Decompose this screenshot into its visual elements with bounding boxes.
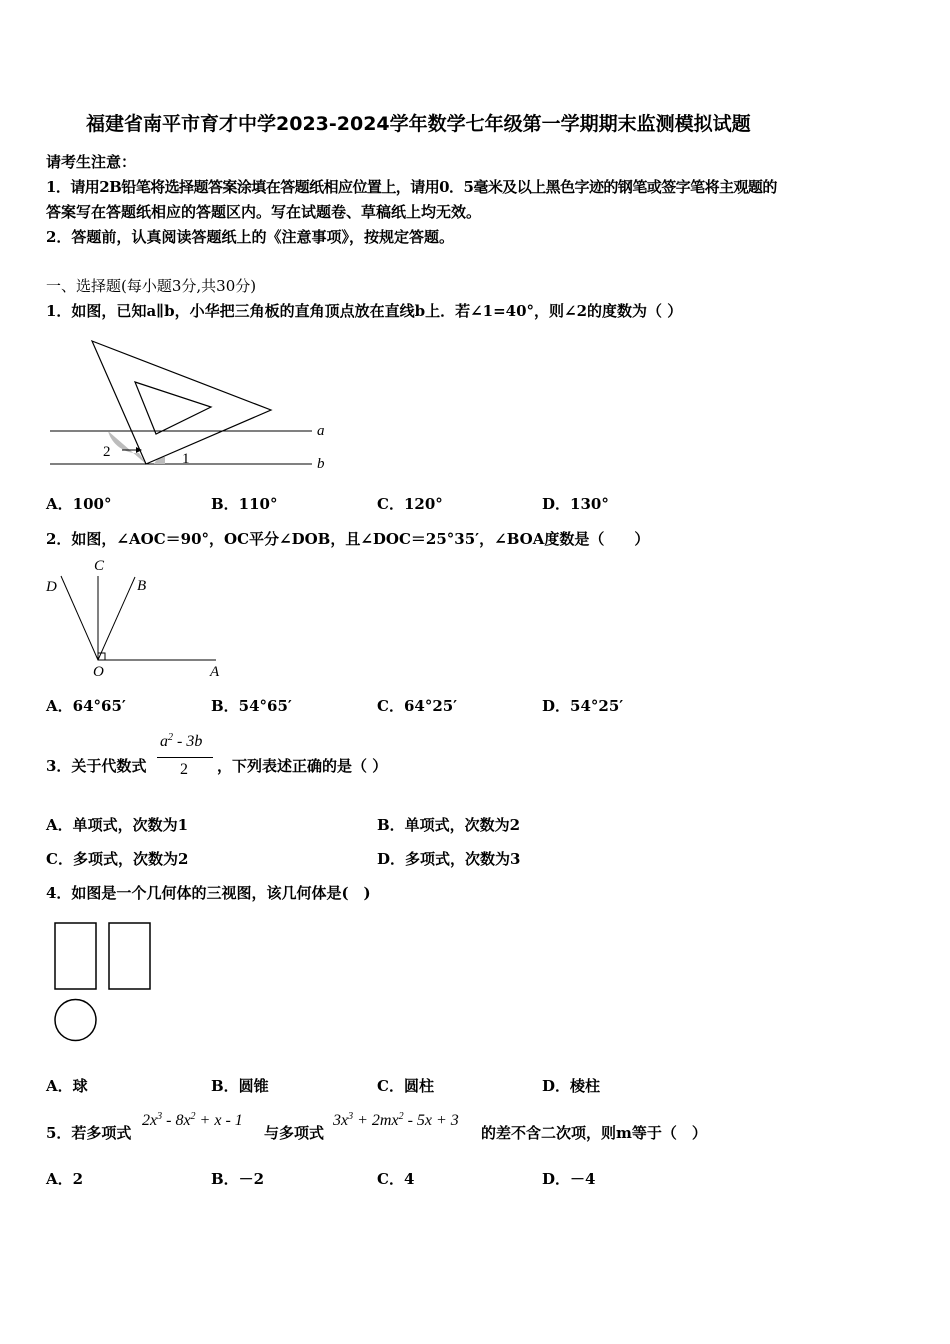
line-b-label: b: [317, 456, 325, 472]
q2-option-c: C．64°25′: [377, 697, 458, 715]
question-5-prefix: 5．若多项式: [46, 1124, 132, 1142]
question-4-stem: 4．如图是一个几何体的三视图，该几何体是( ): [46, 884, 371, 902]
question-2-stem: 2．如图，∠AOC＝90°，OC平分∠DOB，且∠DOC＝25°35′，∠BOA度数是（ ）: [46, 530, 650, 548]
point-O-label: O: [93, 664, 104, 680]
notice-line-3: 2．答题前，认真阅读答题纸上的《注意事项》，按规定答题。: [46, 228, 454, 246]
q1-option-b: B．110°: [211, 495, 278, 513]
q2-option-d: D．54°25′: [542, 697, 624, 715]
q3-fraction-bar: [157, 757, 213, 758]
question-3-prefix: 3．关于代数式: [46, 757, 147, 775]
point-B-label: B: [137, 578, 147, 594]
q5-option-c: C．4: [377, 1170, 415, 1188]
question-1-stem: 1．如图，已知a∥b，小华把三角板的直角顶点放在直线b上．若∠1=40°，则∠2的度数为（ ）: [46, 302, 683, 320]
point-D-label: D: [46, 579, 57, 595]
angle-2-label: 2: [103, 444, 111, 460]
angle-1-label: 1: [182, 451, 190, 467]
point-A-label: A: [210, 664, 220, 680]
q4-option-d: D．棱柱: [542, 1077, 601, 1095]
q5-option-d: D．－4: [542, 1170, 596, 1188]
q5-option-a: A．2: [46, 1170, 84, 1188]
q5-option-b: B．－2: [211, 1170, 265, 1188]
q1-figure: [46, 335, 346, 475]
q4-three-views-figure: [50, 918, 170, 1048]
q4-option-b: B．圆锥: [211, 1077, 269, 1095]
page-title: 福建省南平市育才中学2023-2024学年数学七年级第一学期期末监测模拟试题: [86, 113, 751, 135]
q4-option-c: C．圆柱: [377, 1077, 434, 1095]
q2-figure: [44, 556, 244, 686]
point-C-label: C: [94, 558, 105, 574]
q1-option-d: D．130°: [542, 495, 609, 513]
q3-option-b: B．单项式，次数为2: [377, 816, 521, 834]
q1-option-c: C．120°: [377, 495, 443, 513]
q2-option-b: B．54°65′: [211, 697, 292, 715]
notice-line-2: 答案写在答题纸相应的答题区内。写在试题卷、草稿纸上均无效。: [46, 203, 482, 221]
question-5-suffix: 的差不含二次项，则m等于（ ）: [481, 1124, 707, 1142]
q2-option-a: A．64°65′: [46, 697, 126, 715]
question-5-middle: 与多项式: [264, 1124, 325, 1142]
question-3-suffix: ，下列表述正确的是（ ）: [217, 757, 388, 775]
q5-polynomial-1: $2x^3 - 8x^2 + x - 1$: [142, 1111, 243, 1129]
q1-option-a: A．100°: [46, 495, 112, 513]
line-a-label: a: [317, 423, 325, 439]
q3-option-c: C．多项式，次数为2: [46, 850, 189, 868]
q5-polynomial-2: $3x^3 + 2mx^2 - 5x + 3$: [333, 1111, 459, 1129]
q3-option-a: A．单项式，次数为1: [46, 816, 189, 834]
notice-line-1: 1．请用2B铅笔将选择题答案涂填在答题纸相应位置上，请用0．5毫米及以上黑色字迹的钢笔或签字笔将主观题的: [46, 178, 777, 196]
q3-fraction-denominator: 2: [180, 761, 188, 778]
q4-option-a: A．球: [46, 1077, 88, 1095]
section-heading: 一、选择题(每小题3分,共30分): [46, 277, 257, 295]
notice-heading: 请考生注意：: [46, 153, 137, 171]
q3-fraction-numerator: $a^2 - 3b$: [160, 732, 203, 750]
q3-option-d: D．多项式，次数为3: [377, 850, 521, 868]
